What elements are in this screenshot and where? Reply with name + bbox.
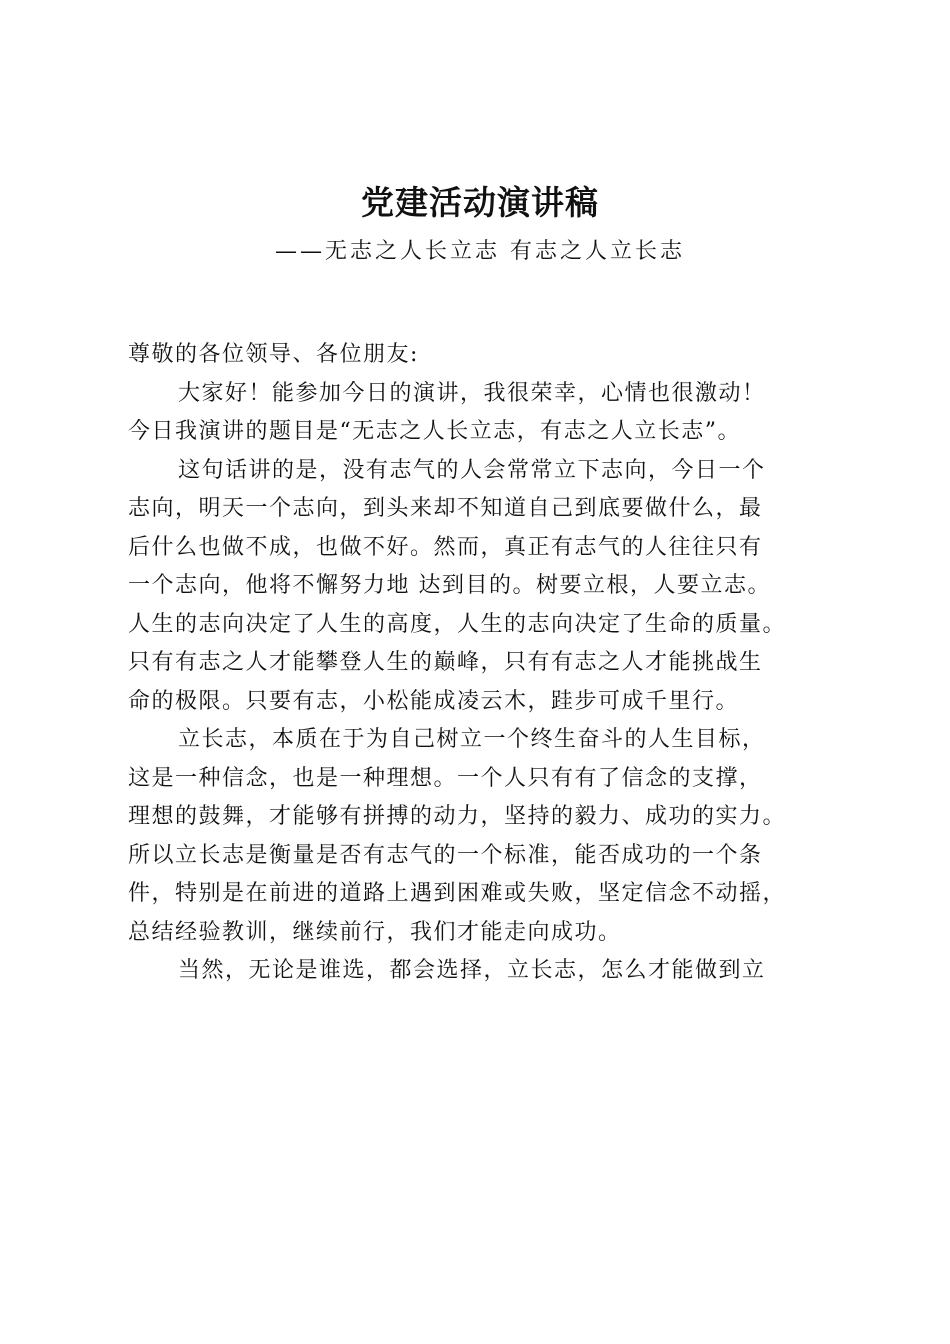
paragraph-line: 一个志向，他将不懈努力地 达到目的。树要立根，人要立志。	[128, 573, 771, 598]
paragraph-line: 这句话讲的是，没有志气的人会常常立下志向，今日一个	[178, 457, 766, 483]
paragraph-line: 后什么也做不成，也做不好。然而，真正有志气的人往往只有	[128, 534, 763, 560]
paragraph-line: 所以立长志是衡量是否有志气的一个标准，能否成功的一个条	[128, 842, 763, 868]
paragraph-line: 命的极限。只要有志，小松能成凌云木，跬步可成千里行。	[128, 688, 740, 714]
document-title: 党建活动演讲稿	[361, 183, 599, 222]
document-body	[128, 336, 840, 991]
paragraph-line: 立长志，本质在于为自己树立一个终生奋斗的人生目标，	[178, 727, 766, 752]
paragraph-line: 当然，无论是谁选，都会选择，立长志，怎么才能做到立	[178, 958, 766, 983]
paragraph-line: 大家好！能参加今日的演讲，我很荣幸，心情也很激动！	[178, 380, 766, 406]
paragraph-3	[128, 721, 840, 952]
document-subtitle: ——无志之人长立志 有志之人立长志	[275, 239, 685, 264]
paragraph-2	[128, 452, 840, 722]
paragraph-line: 这是一种信念，也是一种理想。一个人只有有了信念的支撑，	[128, 765, 763, 791]
paragraph-line: 总结经验教训，继续前行，我们才能走向成功。	[128, 919, 622, 945]
paragraph-line: 今日我演讲的题目是“无志之人长立志，有志之人立长志”。	[128, 419, 741, 444]
salutation: 尊敬的各位领导、各位朋友:	[128, 342, 419, 367]
paragraph-1	[128, 375, 840, 452]
paragraph-line: 只有有志之人才能攀登人生的巅峰，只有有志之人才能挑战生	[128, 650, 763, 675]
paragraph-line: 志向，明天一个志向，到头来却不知道自己到底要做什么，最	[128, 496, 763, 521]
paragraph-line: 件，特别是在前进的道路上遇到困难或失败，坚定信念不动摇，	[128, 881, 787, 906]
paragraph-4	[128, 952, 840, 991]
paragraph-line: 理想的鼓舞，才能够有拼搏的动力，坚持的毅力、成功的实力。	[128, 804, 787, 829]
paragraph-line: 人生的志向决定了人生的高度，人生的志向决定了生命的质量。	[128, 611, 787, 637]
